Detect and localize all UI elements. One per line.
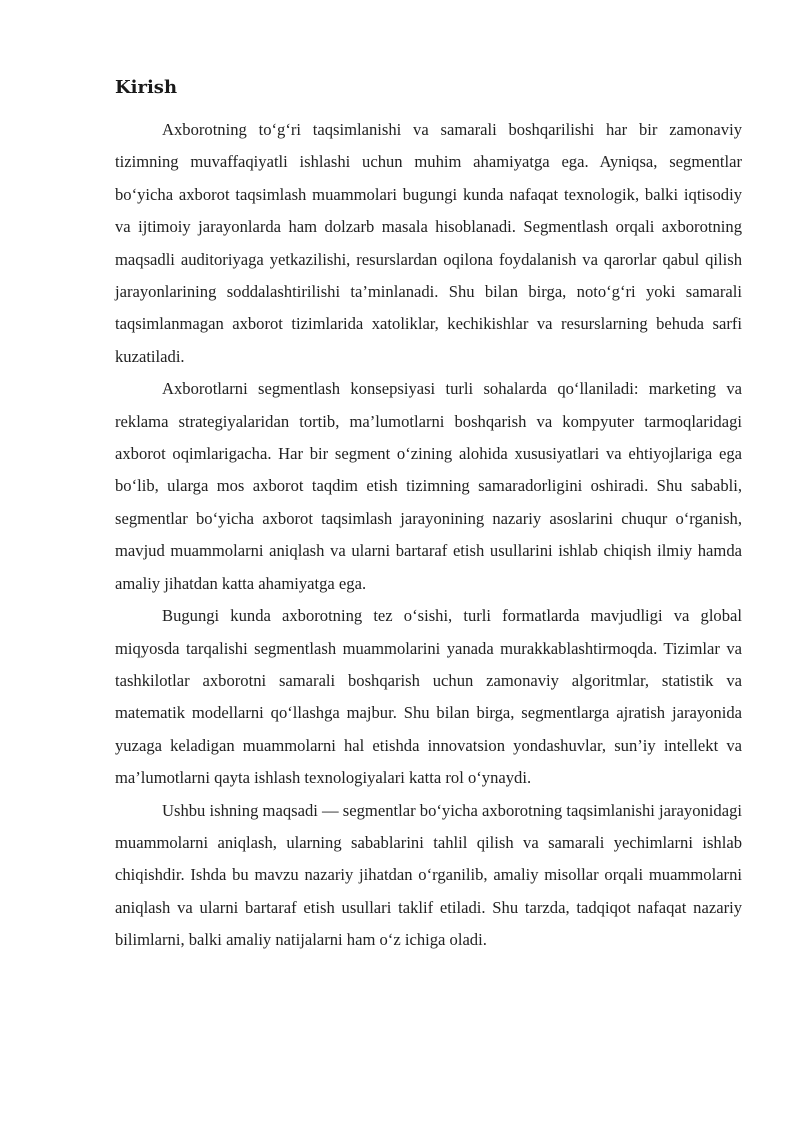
- section-heading: Kirish: [115, 77, 178, 98]
- paragraph-3: Bugungi kunda axborotning tez o‘sishi, turli formatlarda mavjudligi va global miqyosda tarqalishi segmentlash muammolarini yanada murakkablashtirmoqda. Tizimlar va tashkilotlar axborotni samarali boshqarish uchun zamonaviy algoritmlar, statistik va matematik modellarni qo‘llashga majbur. Shu bilan birga, segmentlarga ajratish jarayonida yuzaga keladigan muammolarni hal etishda innovatsion yondashuvlar, sun’iy intellekt va ma’lumotlarni qayta ishlash texnologiyalari katta rol o‘ynaydi.: [115, 606, 742, 788]
- paragraph-2: Axborotlarni segmentlash konsepsiyasi turli sohalarda qo‘llaniladi: marketing va reklama strategiyalaridan tortib, ma’lumotlarni boshqarish va kompyuter tarmoqlaridagi axborot oqimlarigacha. Har bir segment o‘zining alohida xususiyatlari va ehtiyojlariga ega bo‘lib, ularga mos axborot taqdim etish tizimning samaradorligini oshiradi. Shu sababli, segmentlar bo‘yicha axborot taqsimlash jarayonining nazariy asoslarini chuqur o‘rganish, mavjud muammolarni aniqlash va ularni bartaraf etish usullarini ishlab chiqish ilmiy hamda amaliy jihatdan katta ahamiyatga ega.: [115, 379, 742, 593]
- paragraph-1: Axborotning to‘g‘ri taqsimlanishi va samarali boshqarilishi har bir zamonaviy tizimning muvaffaqiyatli ishlashi uchun muhim ahamiyatga ega. Ayniqsa, segmentlar bo‘yicha axborot taqsimlash muammolari bugungi kunda nafaqat texnologik, balki iqtisodiy va ijtimoiy jarayonlarda ham dolzarb masala hisoblanadi. Segmentlash orqali axborotning maqsadli auditoriyaga yetkazilishi, resurslardan oqilona foydalanish va qarorlar qabul qilish jarayonlarining soddalashtirilishi ta’minlanadi. Shu bilan birga, noto‘g‘ri yoki samarali taqsimlanmagan axborot tizimlarida xatoliklar, kechikishlar va resurslarning behuda sarfi kuzatiladi.: [115, 120, 742, 366]
- paragraph-4: Ushbu ishning maqsadi — segmentlar bo‘yicha axborotning taqsimlanishi jarayonidagi muammolarni aniqlash, ularning sabablarini tahlil qilish va samarali yechimlarni ishlab chiqishdir. Ishda bu mavzu nazariy jihatdan o‘rganilib, amaliy misollar orqali muammolarni aniqlash va ularni bartaraf etish usullari taklif etiladi. Shu tarzda, tadqiqot nafaqat nazariy bilimlarni, balki amaliy natijalarni ham o‘z ichiga oladi.: [115, 800, 742, 950]
